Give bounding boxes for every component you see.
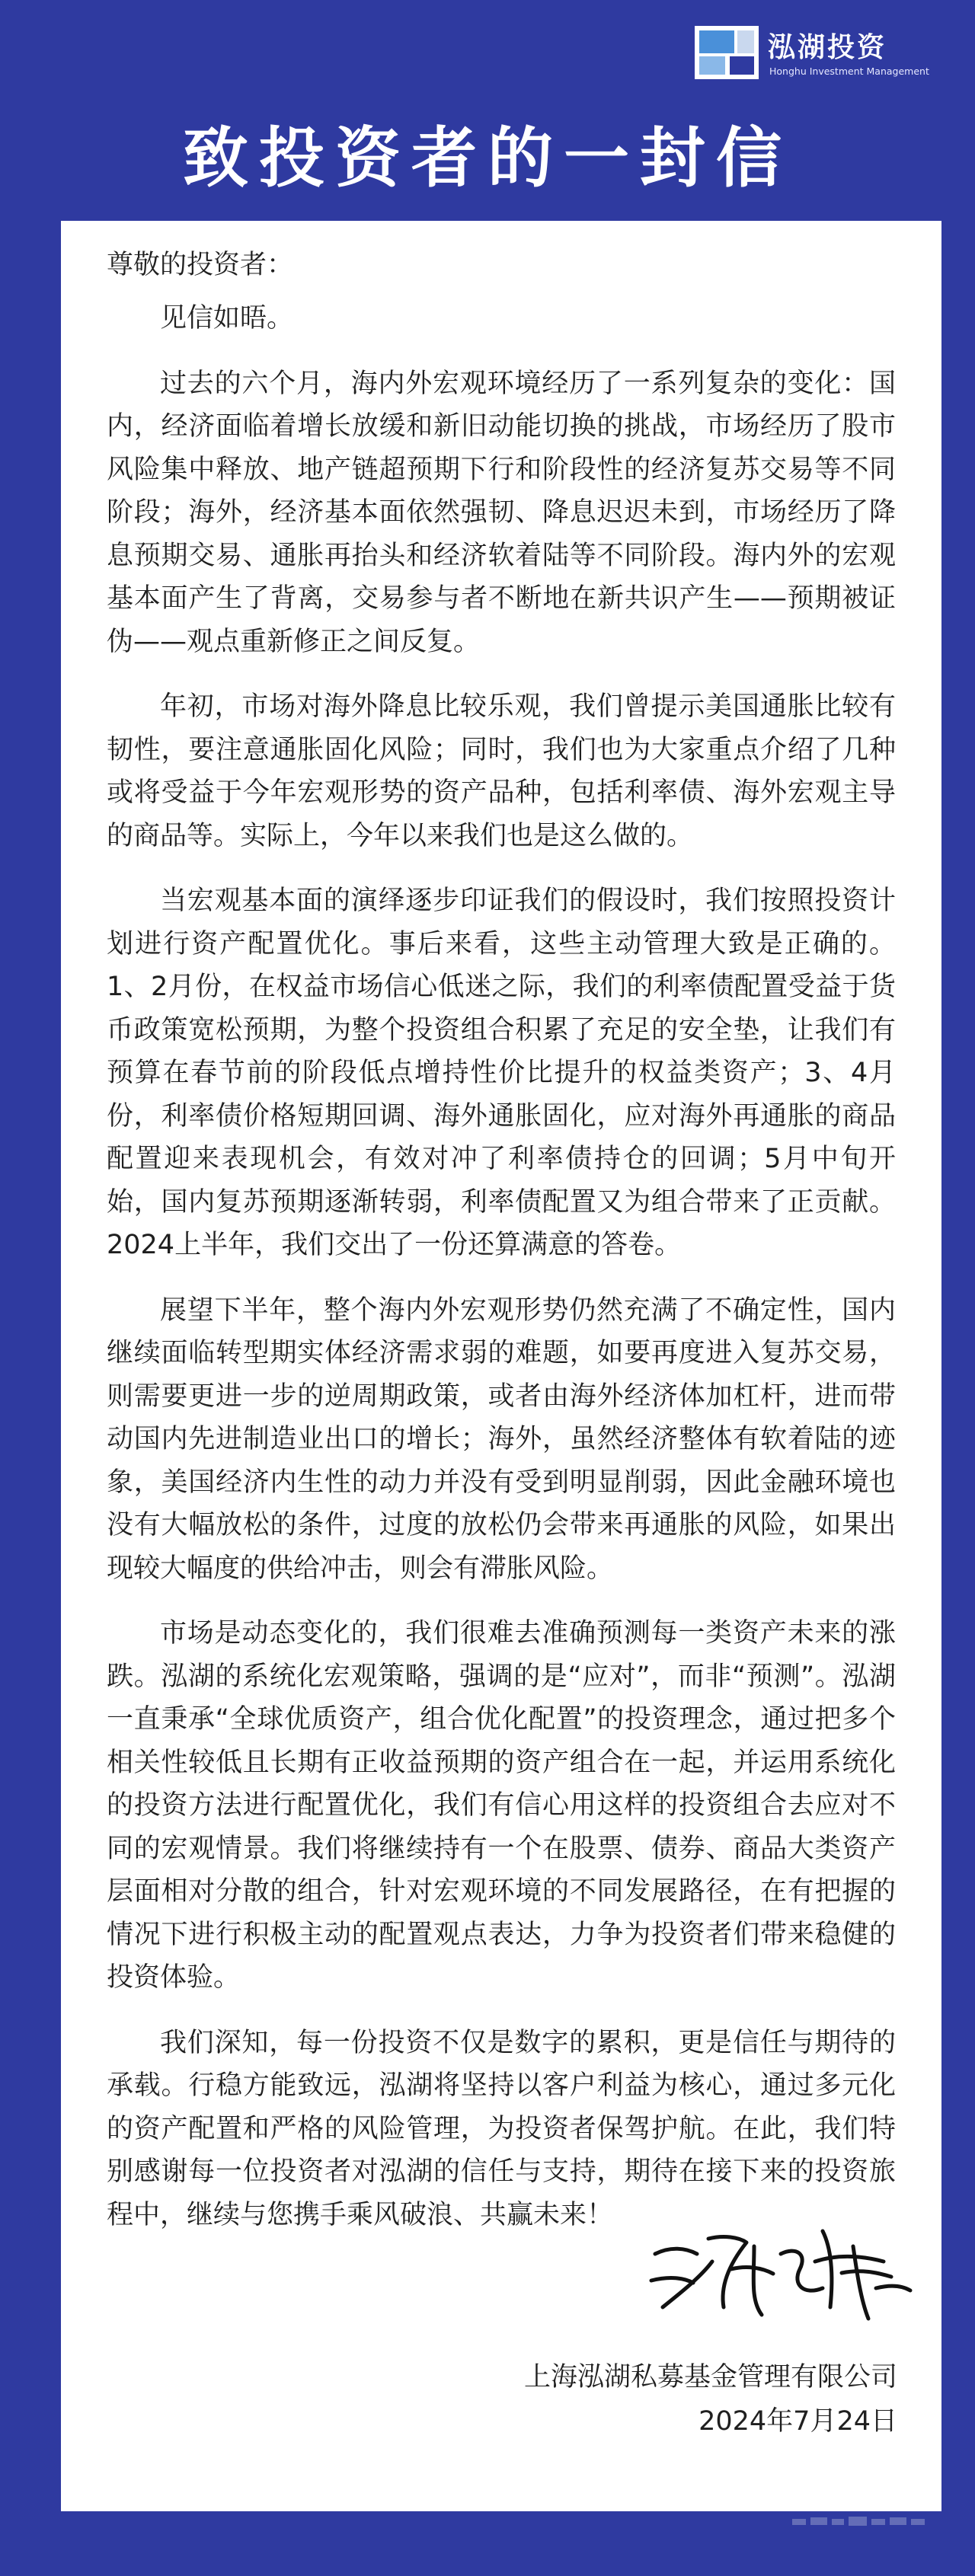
letter-date: 2024年7月24日 (698, 2406, 897, 2437)
brand-name: 泓湖投资 (768, 32, 887, 63)
watermark-icon (792, 2514, 929, 2530)
brand-subtitle: Honghu Investment Management (769, 65, 929, 77)
brand-logo (695, 26, 938, 87)
honghu-logo-icon (695, 26, 759, 79)
letter-paragraph: 过去的六个月，海内外宏观环境经历了一系列复杂的变化：国内，经济面临着增长放缓和新旧动能切换的挑战，市场经历了股市风险集中释放、地产链超预期下行和阶段性的经济复苏交易等不同阶段；海外，经济基本面依然强韧、降息迟迟未到，市场经历了降息预期交易、通胀再抬头和经济软着陆等不同阶段。海内外的宏观基本面产生了背离，交易参与者不断地在新共识产生——预期被证伪——观点重新修正之间反复。 (107, 368, 896, 657)
letter-body (61, 221, 941, 2511)
letter-paragraph: 市场是动态变化的，我们很难去准确预测每一类资产未来的涨跌。泓湖的系统化宏观策略，强调的是“应对”，而非“预测”。泓湖一直秉承“全球优质资产，组合优化配置”的投资理念，通过把多个相关性较低且长期有正收益预期的资产组合在一起，并运用系统化的投资方法进行配置优化，我们有信心用这样的投资组合去应对不同的宏观情景。我们将继续持有一个在股票、债券、商品大类资产层面相对分散的组合，针对宏观环境的不同发展路径，在有把握的情况下进行积极主动的配置观点表达，力争为投资者们带来稳健的投资体验。 (107, 1618, 896, 1993)
page-title: 致投资者的一封信 (183, 120, 792, 196)
company-name: 上海泓湖私募基金管理有限公司 (523, 2362, 897, 2392)
letter-paragraph: 年初，市场对海外降息比较乐观，我们曾提示美国通胀比较有韧性，要注意通胀固化风险；同时，我们也为大家重点介绍了几种或将受益于今年宏观形势的资产品种，包括利率债、海外宏观主导的商品等。实际上，今年以来我们也是这么做的。 (107, 691, 896, 851)
letter-paragraph: 我们深知，每一份投资不仅是数字的累积，更是信任与期待的承载。行稳方能致远，泓湖将坚持以客户利益为核心，通过多元化的资产配置和严格的风险管理，为投资者保驾护航。在此，我们特别感谢每一位投资者对泓湖的信任与支持，期待在接下来的投资旅程中，继续与您携手乘风破浪、共赢未来！ (107, 2027, 896, 2230)
letter-paragraph: 当宏观基本面的演绎逐步印证我们的假设时，我们按照投资计划进行资产配置优化。事后来看，这些主动管理大致是正确的。1、2月份，在权益市场信心低迷之际，我们的利率债配置受益于货币政策宽松预期，为整个投资组合积累了充足的安全垫，让我们有预算在春节前的阶段低点增持性价比提升的权益类资产；3、4月份，利率债价格短期回调、海外通胀固化，应对海外再通胀的商品配置迎来表现机会，有效对冲了利率债持仓的回调；5月中旬开始，国内复苏预期逐渐转弱，利率债配置又为组合带来了正贡献。2024上半年，我们交出了一份还算满意的答卷。 (107, 886, 896, 1260)
letter-paragraph: 见信如晤。 (160, 303, 294, 334)
letter-paragraph: 展望下半年，整个海内外宏观形势仍然充满了不确定性，国内继续面临转型期实体经济需求弱的难题，如要再度进入复苏交易，则需要更进一步的逆周期政策，或者由海外经济体加杠杆，进而带动国内先进制造业出口的增长；海外，虽然经济整体有软着陆的迹象，美国经济内生性的动力并没有受到明显削弱，因此金融环境也没有大幅放松的条件，过度的放松仍会带来再通胀的风险，如果出现较大幅度的供给冲击，则会有滞胀风险。 (107, 1294, 896, 1584)
handwritten-signature (640, 2201, 922, 2330)
letter-greeting: 尊敬的投资者： (107, 250, 294, 280)
